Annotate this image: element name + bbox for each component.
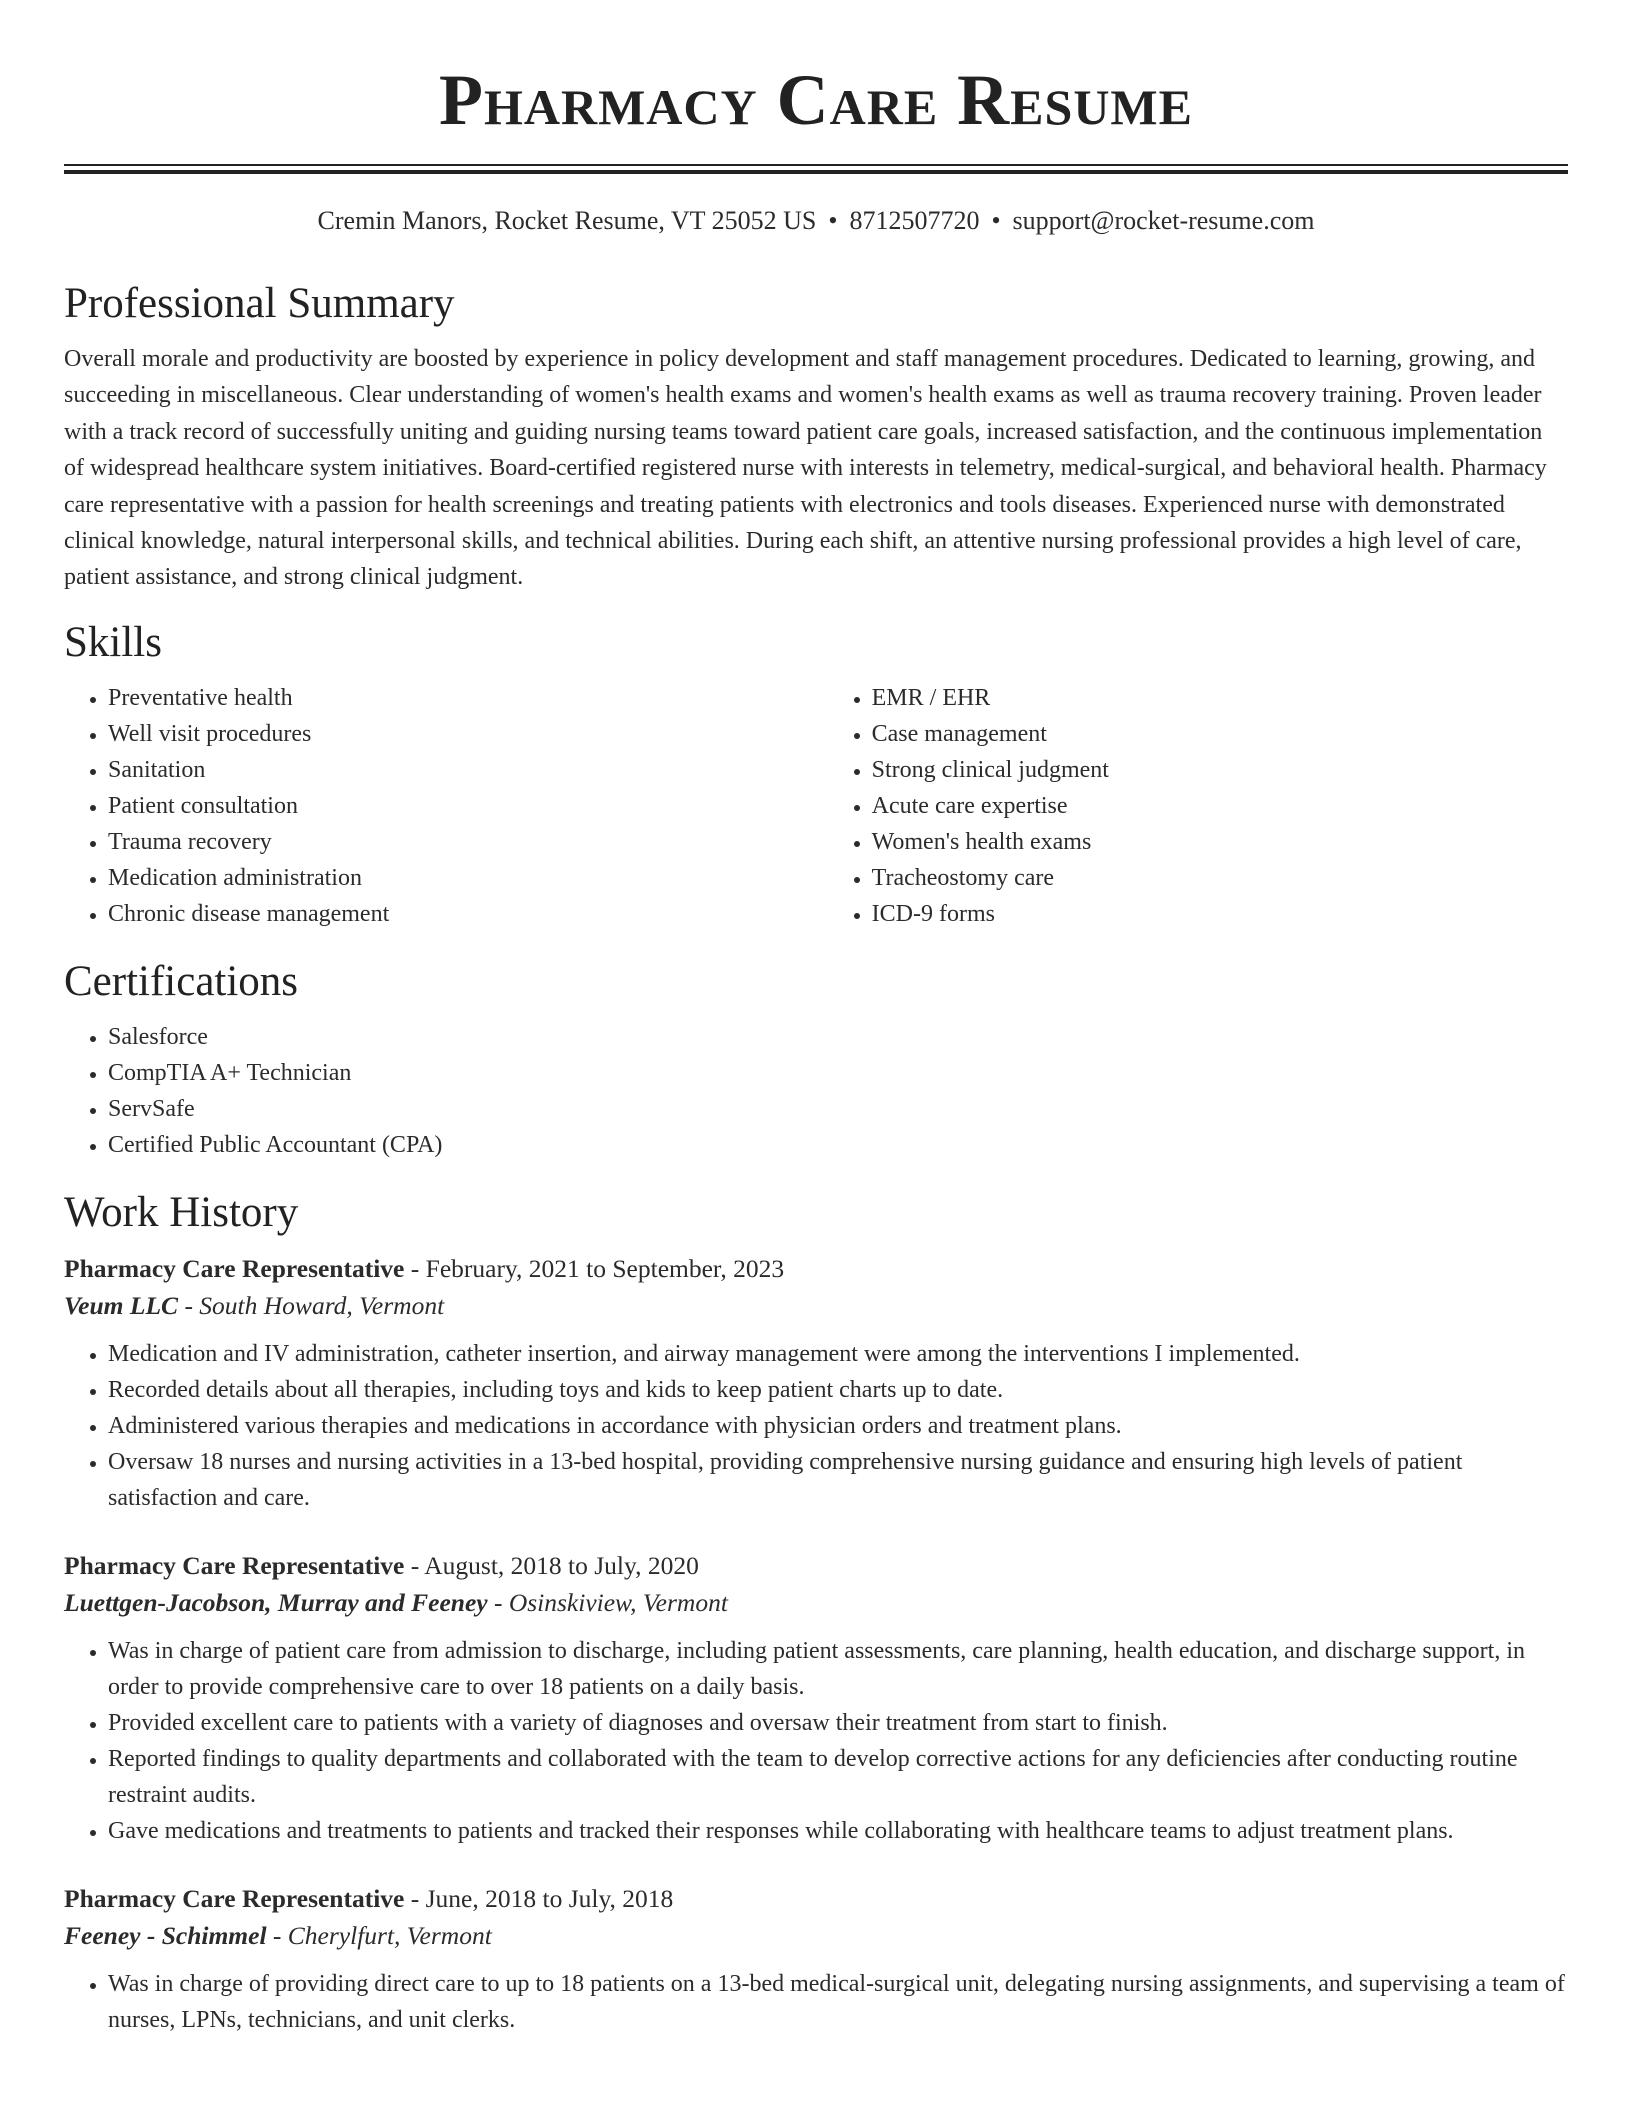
contact-line	[64, 204, 1568, 238]
skill-item: • Women's health exams	[872, 824, 1568, 860]
skill-item: • Well visit procedures	[108, 716, 828, 752]
job-header	[64, 1881, 1568, 1917]
contact-email: support@rocket-resume.com	[1012, 206, 1315, 235]
job-bullets	[64, 1336, 1568, 1516]
job-company: Luettgen-Jacobson, Murray and Feeney	[64, 1587, 488, 1617]
job-bullets	[64, 1966, 1568, 2038]
job-company: Veum LLC	[64, 1290, 179, 1320]
job-entry	[64, 1251, 1568, 1516]
skill-item: • Medication administration	[108, 860, 828, 896]
job-bullets	[64, 1633, 1568, 1849]
skill-item: • ICD-9 forms	[872, 896, 1568, 932]
skill-item: • EMR / EHR	[872, 680, 1568, 716]
contact-address: Cremin Manors, Rocket Resume, VT 25052 US	[317, 206, 817, 235]
job-company: Feeney - Schimmel	[64, 1920, 267, 1950]
certification-item: • CompTIA A+ Technician	[108, 1055, 1568, 1091]
skill-item: • Strong clinical judgment	[872, 752, 1568, 788]
job-location: - Osinskiview, Vermont	[487, 1587, 728, 1617]
skill-item: • Chronic disease management	[108, 896, 828, 932]
job-bullet: • Provided excellent care to patients with a variety of diagnoses and oversaw their treatment from start to finish.	[108, 1705, 1568, 1741]
certifications-list	[64, 1019, 1568, 1163]
contact-separator: •	[828, 206, 838, 235]
job-bullet: • Gave medications and treatments to patients and tracked their responses while collaborating with healthcare teams to adjust treatment plans.	[108, 1813, 1568, 1849]
job-employer	[64, 1584, 1568, 1622]
job-entry	[64, 1548, 1568, 1849]
job-title: Pharmacy Care Representative	[64, 1883, 405, 1913]
job-bullet: • Recorded details about all therapies, including toys and kids to keep patient charts up to date.	[108, 1372, 1568, 1408]
work-history-heading: Work History	[64, 1188, 299, 1236]
summary-text: Overall morale and productivity are boosted by experience in policy development and staff management procedures. Dedicated to learning, growing, and succeeding in miscellaneous. Clear understanding of women's health exams and women's health exams as well as trauma recovery training. Proven leader with a track record of successfully uniting and guiding nursing teams toward patient care goals, increased satisfaction, and the continuous implementation of widespread healthcare system initiatives. Board-certified registered nurse with interests in telemetry, medical-surgical, and behavioral health. Pharmacy care representative with a passion for health screenings and treating patients with electronics and tools diseases. Experienced nurse with demonstrated clinical knowledge, natural interpersonal skills, and technical abilities. During each shift, an attentive nursing professional provides a high level of care, patient assistance, and strong clinical judgment.	[64, 346, 1547, 591]
job-dates: - February, 2021 to September, 2023	[404, 1253, 785, 1283]
job-location: - South Howard, Vermont	[178, 1290, 445, 1320]
job-bullet: • Reported findings to quality departments and collaborated with the team to develop corrective actions for any deficiencies after conducting routine restraint audits.	[108, 1741, 1568, 1813]
job-title: Pharmacy Care Representative	[64, 1253, 405, 1283]
contact-separator: •	[991, 206, 1001, 235]
certification-item: • Certified Public Accountant (CPA)	[108, 1127, 1568, 1163]
skill-item: • Patient consultation	[108, 788, 828, 824]
skills-column-left	[64, 680, 828, 932]
skill-item: • Preventative health	[108, 680, 828, 716]
job-bullet: • Was in charge of providing direct care to up to 18 patients on a 13-bed medical-surgical unit, delegating nursing assignments, and supervising a team of nurses, LPNs, technicians, and unit clerks.	[108, 1966, 1568, 2038]
contact-phone: 8712507720	[849, 206, 980, 235]
job-header	[64, 1548, 1568, 1584]
job-bullet: • Medication and IV administration, catheter insertion, and airway management were among the interventions I implemented.	[108, 1336, 1568, 1372]
job-employer	[64, 1917, 1568, 1955]
job-header	[64, 1251, 1568, 1287]
job-bullet: • Was in charge of patient care from admission to discharge, including patient assessments, care planning, health education, and discharge support, in order to provide comprehensive care to over 18 patients on a daily basis.	[108, 1633, 1568, 1705]
job-entry	[64, 1881, 1568, 2038]
skill-item: • Tracheostomy care	[872, 860, 1568, 896]
job-title: Pharmacy Care Representative	[64, 1550, 405, 1580]
title-divider	[64, 164, 1568, 174]
certifications-heading: Certifications	[64, 957, 299, 1005]
certification-item: • Salesforce	[108, 1019, 1568, 1055]
resume-content	[64, 0, 1568, 2038]
job-location: - Cherylfurt, Vermont	[266, 1920, 492, 1950]
job-dates: - June, 2018 to July, 2018	[404, 1883, 674, 1913]
summary-heading: Professional Summary	[64, 280, 455, 327]
skill-item: • Trauma recovery	[108, 824, 828, 860]
skills-column-right	[828, 680, 1568, 932]
job-bullet: • Administered various therapies and medications in accordance with physician orders and treatment plans.	[108, 1408, 1568, 1444]
job-dates: - August, 2018 to July, 2020	[404, 1550, 699, 1580]
job-bullet: • Oversaw 18 nurses and nursing activities in a 13-bed hospital, providing comprehensive nursing guidance and ensuring high levels of patient satisfaction and care.	[108, 1444, 1568, 1516]
skill-item: • Case management	[872, 716, 1568, 752]
certification-item: • ServSafe	[108, 1091, 1568, 1127]
skill-item: • Sanitation	[108, 752, 828, 788]
skills-heading: Skills	[64, 618, 162, 666]
skill-item: • Acute care expertise	[872, 788, 1568, 824]
job-employer	[64, 1287, 1568, 1325]
resume-title: Pharmacy Care Resume	[439, 60, 1193, 140]
skills-list	[64, 680, 1568, 932]
